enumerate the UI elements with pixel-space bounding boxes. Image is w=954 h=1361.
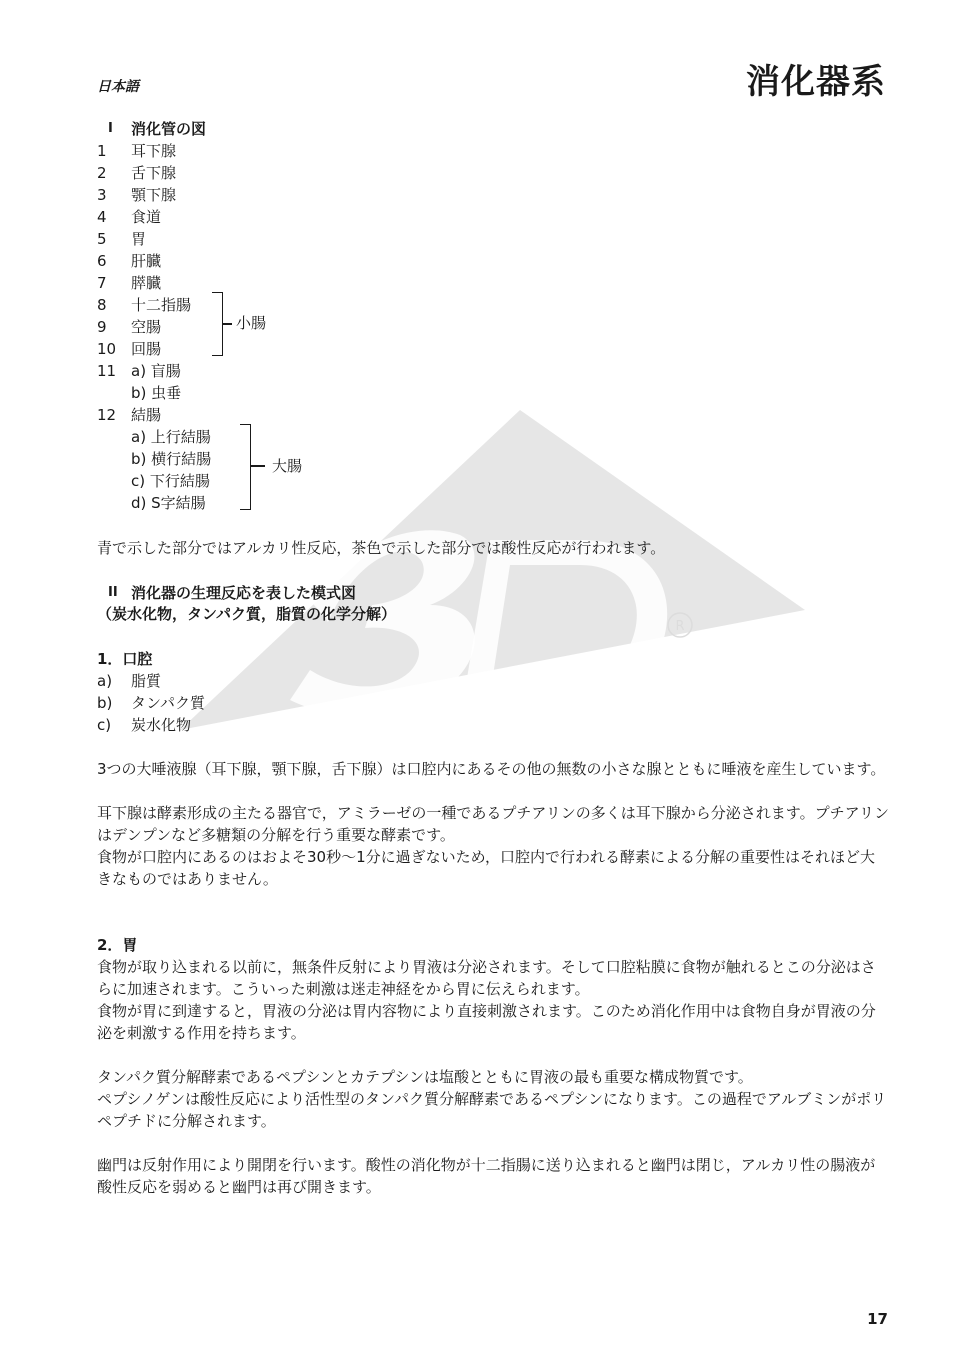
stomach-paragraph-4: ペプシノゲンは酸性反応により活性型のタンパク質分解酵素であるペプシンになります。この過程でアルブミンがポリペプチドに分解されます。 (97, 1090, 887, 1130)
organ-number: 7 (97, 274, 107, 292)
oral-paragraph-1: 3つの大唾液腺（耳下腺，顎下腺，舌下腺）は口腔内にあるその他の無数の小さな腺とともに唾液を産生しています。 (97, 760, 886, 778)
organ-number: 10 (97, 340, 117, 358)
oral-paragraph-2: 耳下腺は酵素形成の主たる器官で，アミラーゼの一種であるプチアリンの多くは耳下腺から分泌されます。プチアリンはデンプンなど多糖類の分解を行う重要な酵素です。 (97, 804, 890, 844)
large-intestine-bracket (240, 424, 251, 510)
oral-heading: 1．口腔 (97, 650, 153, 668)
small-intestine-label: 小腸 (236, 314, 267, 332)
oral-item-letter: a) (97, 672, 113, 690)
organ-number: 4 (97, 208, 107, 226)
small-intestine-bracket-tick (223, 323, 232, 325)
oral-item-label: 炭水化物 (131, 716, 192, 734)
organ-label: b) 虫垂 (131, 384, 182, 402)
oral-list-item (97, 670, 161, 692)
organ-number: 9 (97, 318, 107, 336)
oral-item-letter: b) (97, 694, 113, 712)
section-2-subheading: （炭水化物，タンパク質，脂質の化学分解） (97, 605, 396, 623)
oral-list-item (97, 714, 191, 736)
stomach-heading: 2．胃 (97, 936, 138, 954)
organ-number: 8 (97, 296, 107, 314)
page-number: 17 (867, 1310, 888, 1328)
organ-label: c) 下行結腸 (131, 472, 210, 490)
oral-item-letter: c) (97, 716, 112, 734)
reaction-note: 青で示した部分ではアルカリ性反応，茶色で示した部分では酸性反応が行われます。 (97, 539, 666, 557)
organ-label: 耳下腺 (131, 142, 177, 160)
stomach-paragraph-5: 幽門は反射作用により開閉を行います。酸性の消化物が十二指腸に送り込まれると幽門は閉じ，アルカリ性の腸液が酸性反応を弱めると幽門は再び開きます。 (97, 1156, 876, 1196)
organ-number: 6 (97, 252, 107, 270)
stomach-paragraph-2: 食物が胃に到達すると，胃液の分泌は胃内容物により直接刺激されます。このため消化作用中は食物自身が胃液の分泌を刺激する作用を持ちます。 (97, 1002, 876, 1042)
organ-label: 十二指腸 (131, 296, 192, 314)
organ-label: 胃 (131, 230, 147, 248)
organ-label: 食道 (131, 208, 162, 226)
page-title: 消化器系 (746, 62, 886, 102)
organ-label: 回腸 (131, 340, 162, 358)
organ-label: 膵臓 (131, 274, 162, 292)
organ-label: 肝臓 (131, 252, 162, 270)
svg-text:R: R (675, 619, 685, 634)
organ-label: 顎下腺 (131, 186, 177, 204)
language-label: 日本語 (97, 79, 139, 95)
organ-number: 11 (97, 362, 117, 380)
large-intestine-bracket-tick (251, 465, 265, 467)
stomach-paragraph-1: 食物が取り込まれる以前に，無条件反射により胃液は分泌されます。そして口腔粘膜に食物が触れるとこの分泌はさらに加速されます。こういった刺激は迷走神経をから胃に伝えられます。 (97, 958, 876, 998)
organ-label: 空腸 (131, 318, 162, 336)
organ-label: a) 上行結腸 (131, 428, 211, 446)
oral-item-label: 脂質 (131, 672, 162, 690)
oral-paragraph-3: 食物が口腔内にあるのはおよそ30秒〜1分に過ぎないため，口腔内で行われる酵素による分解の重要性はそれほど大きなものではありません。 (97, 848, 876, 888)
organ-label: 舌下腺 (131, 164, 177, 182)
organ-number: 5 (97, 230, 107, 248)
organ-label: a) 盲腸 (131, 362, 181, 380)
organ-label: d) S字結腸 (131, 494, 206, 512)
oral-list-item (97, 692, 205, 714)
organ-number: 1 (97, 142, 107, 160)
organ-label: 結腸 (131, 406, 162, 424)
oral-item-label: タンパク質 (131, 694, 205, 712)
organ-number: 2 (97, 164, 107, 182)
stomach-paragraph-3: タンパク質分解酵素であるペプシンとカテプシンは塩酸とともに胃液の最も重要な構成物質です。 (97, 1068, 753, 1086)
large-intestine-label: 大腸 (272, 457, 303, 475)
organ-label: b) 横行結腸 (131, 450, 212, 468)
organ-number: 12 (97, 406, 117, 424)
organ-number: 3 (97, 186, 107, 204)
small-intestine-bracket (212, 292, 223, 356)
brand-watermark-icon (160, 400, 820, 740)
